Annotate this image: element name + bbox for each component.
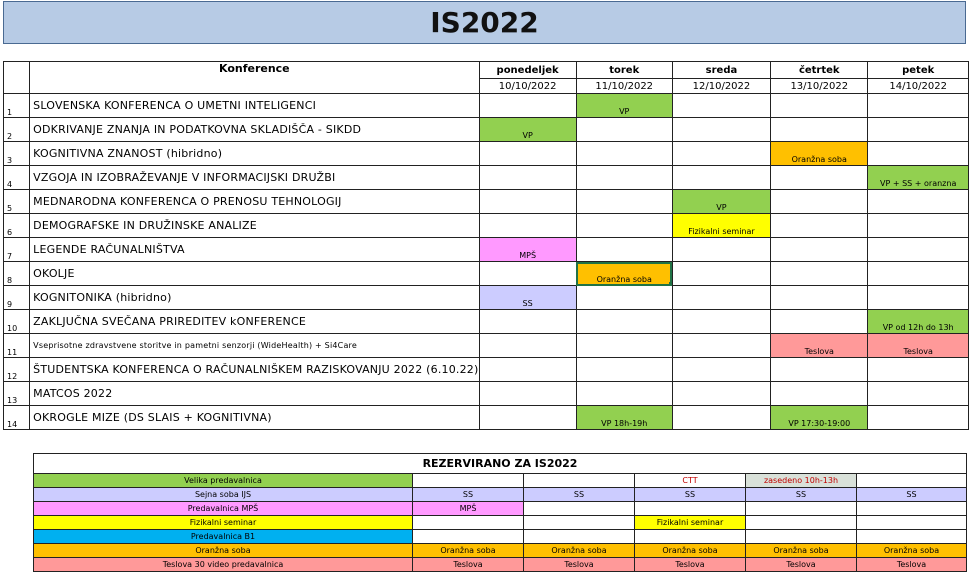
room-cell[interactable] [524,502,635,516]
table-row [4,118,969,142]
room-name[interactable]: Teslova 30 video predavalnica [34,558,413,572]
room-cell[interactable]: Teslova [413,558,524,572]
table-row [4,142,969,166]
room-cell[interactable] [746,530,857,544]
room-cell[interactable]: zasedeno 10h-13h [746,474,857,488]
schedule-cell[interactable] [868,118,969,142]
row-number: 6 [4,214,30,238]
row-number: 1 [4,94,30,118]
schedule-cell[interactable] [868,406,969,430]
schedule-cell[interactable] [576,286,672,310]
schedule-cell[interactable] [672,406,770,430]
room-row [34,558,967,572]
schedule-cell[interactable] [479,214,576,238]
room-cell[interactable]: Teslova [635,558,746,572]
conference-name[interactable]: OKROGLE MIZE (DS SLAIS + KOGNITIVNA) [30,406,479,430]
day-header-tue[interactable]: torek [576,62,672,79]
schedule-cell[interactable] [576,238,672,262]
schedule-cell[interactable] [771,214,868,238]
table-row [4,286,969,310]
schedule-cell[interactable] [868,382,969,406]
schedule-cell-text: Oranžna soba [596,275,652,284]
room-cell[interactable] [746,502,857,516]
row-number: 7 [4,238,30,262]
schedule-cell[interactable]: VP [479,118,576,142]
schedule-cell[interactable] [672,166,770,190]
conference-name[interactable]: ŠTUDENTSKA KONFERENCA O RAČUNALNIŠKEM RAZISKOVANJU 2022 (6.10.22) [30,358,479,382]
schedule-cell[interactable] [479,334,576,358]
room-cell[interactable] [857,516,967,530]
schedule-cell[interactable] [771,118,868,142]
table-row [4,94,969,118]
room-cell[interactable]: Oranžna soba [413,544,524,558]
room-cell[interactable]: Teslova [524,558,635,572]
row-number: 5 [4,190,30,214]
schedule-cell[interactable] [868,94,969,118]
room-name[interactable]: Predavalnica MPŠ [34,502,413,516]
row-number: 2 [4,118,30,142]
room-cell[interactable]: Teslova [746,558,857,572]
room-cell[interactable] [635,530,746,544]
day-header-fri[interactable]: petek [868,62,969,79]
room-cell[interactable]: MPŠ [413,502,524,516]
schedule-cell[interactable]: Teslova [868,334,969,358]
table-row [4,358,969,382]
table-row [4,262,969,286]
conference-name[interactable]: Vseprisotne zdravstvene storitve in pametni senzorji (WideHealth) + Si4Care [30,334,479,358]
conference-name[interactable]: SLOVENSKA KONFERENCA O UMETNI INTELIGENCI [30,94,479,118]
schedule-cell[interactable] [479,142,576,166]
table-row [4,214,969,238]
schedule-cell[interactable] [868,262,969,286]
room-name[interactable]: Sejna soba IJS [34,488,413,502]
room-name[interactable]: Oranžna soba [34,544,413,558]
schedule-cell[interactable]: Teslova [771,334,868,358]
schedule-cell[interactable] [868,142,969,166]
date-header-wed[interactable]: 12/10/2022 [672,79,770,94]
table-row [4,166,969,190]
schedule-cell[interactable]: VP + SS + oranzna [868,166,969,190]
schedule-cell[interactable] [479,406,576,430]
room-row [34,488,967,502]
room-cell[interactable]: SS [857,488,967,502]
schedule-cell[interactable] [479,382,576,406]
selected-cell[interactable] [576,262,672,286]
room-name[interactable]: Velika predavalnica [34,474,413,488]
schedule-cell[interactable] [576,118,672,142]
schedule-cell[interactable]: VP od 12h do 13h [868,310,969,334]
schedule-cell[interactable] [868,214,969,238]
room-row [34,544,967,558]
conference-name[interactable]: KOGNITIVNA ZNANOST (hibridno) [30,142,479,166]
title-banner[interactable] [3,1,966,44]
room-cell[interactable] [524,516,635,530]
room-cell[interactable]: Oranžna soba [857,544,967,558]
date-header-mon[interactable]: 10/10/2022 [479,79,576,94]
row-number: 9 [4,286,30,310]
room-cell[interactable]: Fizikalni seminar [635,516,746,530]
schedule-cell[interactable]: SS [479,286,576,310]
schedule-cell[interactable] [672,310,770,334]
schedule-cell[interactable] [672,382,770,406]
schedule-cell[interactable] [771,262,868,286]
table-row [4,238,969,262]
reserved-rooms-table [33,453,967,572]
room-cell[interactable]: SS [413,488,524,502]
date-header-fri[interactable]: 14/10/2022 [868,79,969,94]
schedule-cell[interactable] [576,214,672,238]
room-cell[interactable]: SS [746,488,857,502]
schedule-cell[interactable] [771,166,868,190]
table-row [4,406,969,430]
room-cell[interactable]: SS [524,488,635,502]
room-cell[interactable] [413,474,524,488]
row-number: 10 [4,310,30,334]
schedule-cell[interactable]: Fizikalni seminar [672,214,770,238]
page-title: IS2022 [430,6,539,39]
row-number: 3 [4,142,30,166]
schedule-cell[interactable] [672,142,770,166]
schedule-cell[interactable]: Oranžna soba [771,142,868,166]
schedule-cell[interactable] [771,358,868,382]
date-header-tue[interactable]: 11/10/2022 [576,79,672,94]
conference-name[interactable]: VZGOJA IN IZOBRAŽEVANJE V INFORMACIJSKI DRUŽBI [30,166,479,190]
row-number: 14 [4,406,30,430]
schedule-cell[interactable] [479,358,576,382]
schedule-cell[interactable] [672,262,770,286]
schedule-cell[interactable] [771,310,868,334]
schedule-cell[interactable] [771,382,868,406]
schedule-cell[interactable]: MPŠ [479,238,576,262]
schedule-cell[interactable] [479,190,576,214]
conference-name[interactable]: KOGNITONIKA (hibridno) [30,286,479,310]
date-header-thu[interactable]: 13/10/2022 [771,79,868,94]
schedule-cell[interactable] [672,286,770,310]
conference-name[interactable]: DEMOGRAFSKE IN DRUŽINSKE ANALIZE [30,214,479,238]
conference-name[interactable]: MEDNARODNA KONFERENCA O PRENOSU TEHNOLOGIJ [30,190,479,214]
row-number: 8 [4,262,30,286]
schedule-cell[interactable] [672,118,770,142]
table-row [4,334,969,358]
row-number: 4 [4,166,30,190]
room-cell[interactable]: Oranžna soba [635,544,746,558]
table-row [4,190,969,214]
schedule-cell[interactable] [576,166,672,190]
schedule-cell[interactable] [868,286,969,310]
schedule-cell[interactable] [672,94,770,118]
room-cell[interactable] [857,530,967,544]
room-cell[interactable]: CTT [635,474,746,488]
conference-name[interactable]: LEGENDE RAČUNALNIŠTVA [30,238,479,262]
row-number: 12 [4,358,30,382]
room-name[interactable]: Fizikalni seminar [34,516,413,530]
schedule-cell[interactable] [771,286,868,310]
room-row [34,474,967,488]
reserved-title[interactable]: REZERVIRANO ZA IS2022 [34,454,967,474]
room-cell[interactable] [857,502,967,516]
table-row [4,382,969,406]
room-row [34,530,967,544]
schedule-cell[interactable] [771,190,868,214]
schedule-cell[interactable]: VP 18h-19h [576,406,672,430]
schedule-cell[interactable]: VP 17:30-19:00 [771,406,868,430]
schedule-cell[interactable] [576,382,672,406]
schedule-cell[interactable] [576,334,672,358]
conference-name[interactable]: MATCOS 2022 [30,382,479,406]
day-header-wed[interactable]: sreda [672,62,770,79]
schedule-cell[interactable] [868,238,969,262]
schedule-cell[interactable] [479,166,576,190]
room-cell[interactable]: Oranžna soba [524,544,635,558]
schedule-cell[interactable] [576,190,672,214]
schedule-cell[interactable] [479,94,576,118]
room-cell[interactable]: SS [635,488,746,502]
room-name[interactable]: Predavalnica B1 [34,530,413,544]
room-row [34,516,967,530]
schedule-cell[interactable] [868,190,969,214]
room-cell[interactable] [746,516,857,530]
room-cell[interactable] [857,474,967,488]
row-number: 11 [4,334,30,358]
conference-schedule-table [3,61,969,430]
fill-handle[interactable] [669,282,673,286]
room-cell[interactable] [413,516,524,530]
conference-name[interactable]: ODKRIVANJE ZNANJA IN PODATKOVNA SKLADIŠČA - SIKDD [30,118,479,142]
corner-cell[interactable] [4,62,30,94]
conference-name[interactable]: ZAKLJUČNA SVEČANA PRIREDITEV kONFERENCE [30,310,479,334]
schedule-cell[interactable] [672,334,770,358]
room-cell[interactable] [635,502,746,516]
schedule-cell[interactable] [576,310,672,334]
schedule-cell[interactable] [576,142,672,166]
schedule-cell[interactable] [479,262,576,286]
schedule-cell[interactable] [479,310,576,334]
schedule-cell[interactable]: VP [576,94,672,118]
schedule-cell[interactable]: VP [672,190,770,214]
schedule-cell[interactable] [672,358,770,382]
room-cell[interactable]: Oranžna soba [746,544,857,558]
table-row [4,310,969,334]
row-number: 13 [4,382,30,406]
schedule-cell[interactable] [868,358,969,382]
room-cell[interactable] [524,474,635,488]
schedule-cell[interactable] [771,238,868,262]
room-cell[interactable]: Teslova [857,558,967,572]
schedule-cell[interactable] [771,94,868,118]
schedule-cell[interactable] [576,358,672,382]
room-cell[interactable] [524,530,635,544]
day-header-mon[interactable]: ponedeljek [479,62,576,79]
room-cell[interactable] [413,530,524,544]
conferences-header[interactable]: Konference [30,62,479,94]
day-header-thu[interactable]: četrtek [771,62,868,79]
schedule-cell[interactable] [672,238,770,262]
room-row [34,502,967,516]
conference-name[interactable]: OKOLJE [30,262,479,286]
